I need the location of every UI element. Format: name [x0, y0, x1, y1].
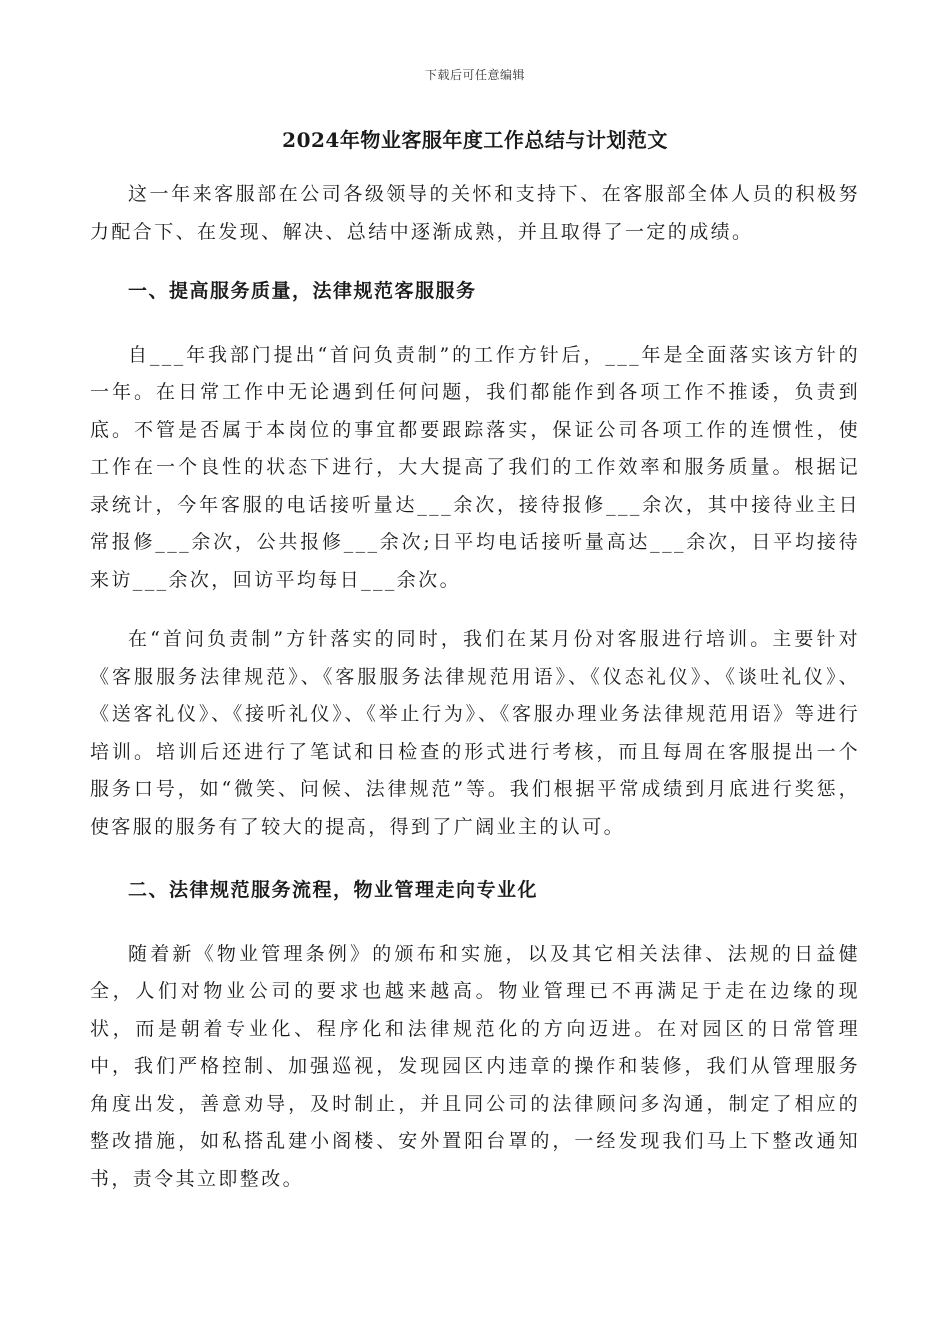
section-1-paragraph-2: 在“首问负责制”方针落实的同时，我们在某月份对客服进行培训。主要针对《客服服务法律规范》、《客服服务法律规范用语》、《仪态礼仪》、《谈吐礼仪》、《送客礼仪》、《接听礼仪》、《举止行为》、《客服办理业务法律规范用语》等进行培训。培训后还进行了笔试和日检查的形式进行考核，而且每周在客服提出一个服务口号，如“微笑、问候、法律规范”等。我们根据平常成绩到月底进行奖惩，使客服的服务有了较大的提高，得到了广阔业主的认可。 [90, 628, 860, 838]
section-2-heading: 二、法律规范服务流程，物业管理走向专业化 [128, 879, 539, 901]
section-2-paragraph-1: 随着新《物业管理条例》的颁布和实施，以及其它相关法律、法规的日益健全，人们对物业公司的要求也越来越高。物业管理已不再满足于走在边缘的现状，而是朝着专业化、程序化和法律规范化的方向迈进。在对园区的日常管理中，我们严格控制、加强巡视，发现园区内违章的操作和装修，我们从管理服务角度出发，善意劝导，及时制止，并且同公司的法律顾问多沟通，制定了相应的整改措施，如私搭乱建小阁楼、安外置阳台罩的，一经发现我们马上下整改通知书，责令其立即整改。 [90, 942, 860, 1190]
document-body [90, 176, 860, 1198]
header-note: 下载后可任意编辑 [424, 68, 525, 82]
section-1-paragraph-1: 自___年我部门提出“首问负责制”的工作方针后，___年是全面落实该方针的一年。在日常工作中无论遇到任何问题，我们都能作到各项工作不推诿，负责到底。不管是否属于本岗位的事宜都要跟踪落实，保证公司各项工作的连惯性，使工作在一个良性的状态下进行，大大提高了我们的工作效率和服务质量。根据记录统计，今年客服的电话接听量达___余次，接待报修___余次，其中接待业主日常报修___余次，公共报修___余次;日平均电话接听量高达___余次，日平均接待来访___余次，回访平均每日___余次。 [90, 343, 860, 591]
intro-paragraph: 这一年来客服部在公司各级领导的关怀和支持下、在客服部全体人员的积极努力配合下、在发现、解决、总结中逐渐成熟，并且取得了一定的成绩。 [90, 183, 860, 243]
document-title: 2024年物业客服年度工作总结与计划范文 [282, 128, 668, 152]
section-1-heading: 一、提高服务质量，法律规范客服服务 [128, 280, 477, 302]
